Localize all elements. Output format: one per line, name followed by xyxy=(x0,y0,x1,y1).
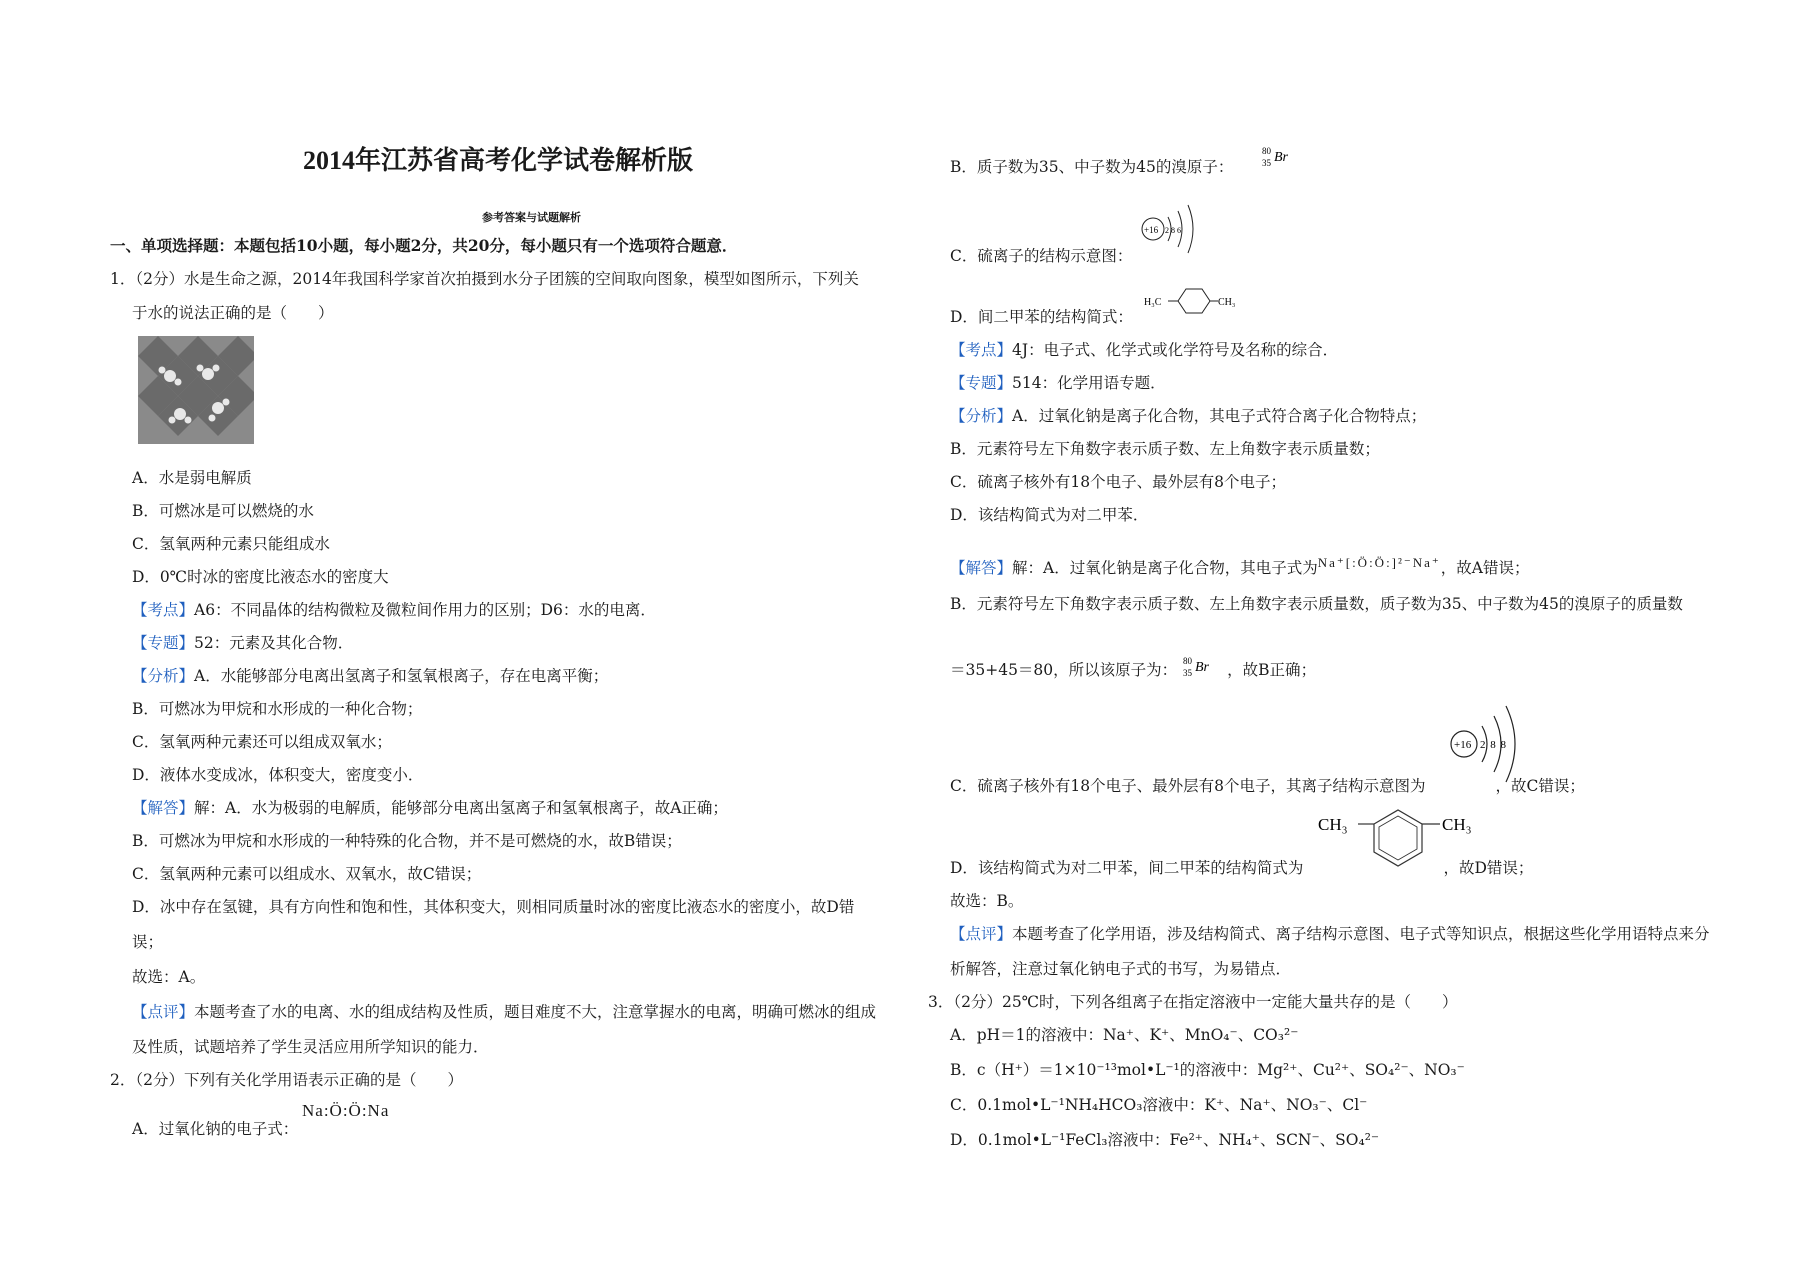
q1-jieda-line-4: 误； xyxy=(132,933,164,951)
q2-jieda-a-post: ，故A错误； xyxy=(1440,559,1530,577)
q1-stem-line1: 1．（2分）水是生命之源，2014年我国科学家首次拍摄到水分子团簇的空间取向图象，模型如图所示，下列关 xyxy=(110,270,859,288)
br-proton-number: 35 xyxy=(1262,158,1271,168)
q1-jieda-line-2: C．氢氧两种元素可以组成水、双氧水，故C错误； xyxy=(132,865,482,883)
fenxi-tag: 【分析】 xyxy=(950,407,1013,425)
q2-jieda-d-pre: D．该结构简式为对二甲苯，间二甲苯的结构简式为 xyxy=(950,859,1304,877)
q2-option-d: D．间二甲苯的结构简式： xyxy=(950,308,1133,326)
q2-zhuanti xyxy=(950,372,1166,394)
ch3-right-label: CH₃ xyxy=(1442,815,1472,834)
q2-jieda-d xyxy=(950,857,1533,879)
q2-stem: 2．（2分）下列有关化学用语表示正确的是（ ） xyxy=(110,1071,463,1089)
q1-fenxi-line-3: D．液体水变成冰，体积变大，密度变小． xyxy=(132,766,424,784)
jieda-tag: 【解答】 xyxy=(132,799,195,817)
q2-jieda-c-pre: C．硫离子核外有18个电子、最外层有8个电子，其离子结构示意图为 xyxy=(950,777,1426,795)
q1-fenxi-line-2: C．氢氧两种元素还可以组成双氧水； xyxy=(132,733,392,751)
q1-option-a: A．水是弱电解质 xyxy=(132,469,252,487)
q2-option-b: B．质子数为35、中子数为45的溴原子： xyxy=(950,158,1234,176)
kaodian-tag: 【考点】 xyxy=(950,341,1013,359)
ch3-label-small: CH₃ xyxy=(1218,297,1236,308)
q2-jieda-b2-post: ，故B正确； xyxy=(1227,661,1317,679)
q3-option-b: B．c（H⁺）＝1×10⁻¹³mol•L⁻¹的溶液中：Mg²⁺、Cu²⁺、SO₄²⁻、NO₃⁻ xyxy=(950,1061,1465,1079)
q2-kaodian xyxy=(950,339,1338,361)
p-xylene-structure-small xyxy=(1144,284,1244,320)
sulfide-ion-diagram-small xyxy=(1140,202,1214,258)
q2-fenxi-text-0: A．过氧化钠是离子化合物，其电子式符合离子化合物特点； xyxy=(1012,407,1427,425)
q1-fenxi-line-1: B．可燃冰为甲烷和水形成的一种化合物； xyxy=(132,700,423,718)
br-proton-number-answer: 35 xyxy=(1183,668,1193,678)
kaodian-tag: 【考点】 xyxy=(132,601,195,619)
q2-fenxi xyxy=(950,405,1426,427)
q1-jieda xyxy=(132,797,728,819)
q1-fenxi xyxy=(132,665,608,687)
sulfide-nucleus-answer: +16 xyxy=(1454,739,1472,751)
q2-jieda-a xyxy=(950,557,1530,580)
q1-dianping-line-1: 及性质，试题培养了学生灵活应用所学知识的能力． xyxy=(132,1038,489,1056)
fenxi-tag: 【分析】 xyxy=(132,667,195,685)
jieda-tag: 【解答】 xyxy=(950,559,1013,577)
q1-option-b: B．可燃冰是可以燃烧的水 xyxy=(132,502,314,520)
q3-option-d: D．0.1mol•L⁻¹FeCl₃溶液中：Fe²⁺、NH₄⁺、SCN⁻、SO₄²⁻ xyxy=(950,1131,1380,1149)
q2-kaodian-text: 4J：电子式、化学式或化学符号及名称的综合． xyxy=(1012,341,1339,359)
q1-option-c: C．氢氧两种元素只能组成水 xyxy=(132,535,330,553)
q2-dianping xyxy=(950,923,1710,945)
q1-fenxi-text-0: A．水能够部分电离出氢离子和氢氧根离子，存在电离平衡； xyxy=(194,667,609,685)
q1-dianping xyxy=(132,1001,876,1023)
q1-stem-line2: 于水的说法正确的是（ ） xyxy=(132,304,334,322)
section-heading: 一、单项选择题：本题包括10小题，每小题2分，共20分，每小题只有一个选项符合题意． xyxy=(110,236,738,255)
q2-dianping-text-0: 本题考查了化学用语，涉及结构简式、离子结构示意图、电子式等知识点，根据这些化学用语特点来分 xyxy=(1012,925,1710,943)
q2-jieda-b2 xyxy=(950,655,1316,681)
sulfide-shells-small: 2 8 6 xyxy=(1165,226,1181,235)
q2-jieda-c xyxy=(950,775,1585,797)
q2-fenxi-line-2: C．硫离子核外有18个电子、最外层有8个电子； xyxy=(950,473,1286,491)
dianping-tag: 【点评】 xyxy=(132,1003,195,1021)
q3-stem: 3．（2分）25℃时，下列各组离子在指定溶液中一定能大量共存的是（ ） xyxy=(928,993,1458,1011)
q1-jieda-text-0: 解：A．水为极弱的电解质，能够部分电离出氢离子和氢氧根离子，故A正确； xyxy=(194,799,728,817)
sulfide-shells-answer: 2 8 8 xyxy=(1480,739,1507,751)
q2-jieda-d-post: ，故D错误； xyxy=(1443,859,1534,877)
q2-option-c: C．硫离子的结构示意图： xyxy=(950,247,1133,265)
document-title: 2014年江苏省高考化学试卷解析版 xyxy=(303,146,694,175)
q2-jieda-b2-pre: ＝35+45＝80，所以该原子为： xyxy=(950,661,1178,679)
br-symbol: Br xyxy=(1274,150,1288,165)
na2o2-wrong-formula: Na:Ö:Ö:Na xyxy=(302,1101,390,1120)
q1-kaodian-text: A6：不同晶体的结构微粒及微粒间作用力的区别；D6：水的电离． xyxy=(194,601,656,619)
q2-fenxi-line-1: B．元素符号左下角数字表示质子数、左上角数字表示质量数； xyxy=(950,440,1380,458)
document-subtitle: 参考答案与试题解析 xyxy=(482,211,581,224)
br-mass-number: 80 xyxy=(1262,146,1271,156)
sulfide-nucleus-small: +16 xyxy=(1144,225,1159,235)
br-isotope-symbol xyxy=(1260,144,1304,170)
q1-zhuanti xyxy=(132,632,353,654)
q1-kaodian xyxy=(132,599,656,621)
br-isotope-symbol-answer xyxy=(1181,655,1223,679)
q2-dianping-line-1: 析解答，注意过氧化钠电子式的书写，为易错点． xyxy=(950,960,1292,978)
q2-zhuanti-text: 514：化学用语专题． xyxy=(1012,374,1166,392)
q3-option-a: A．pH＝1的溶液中：Na⁺、K⁺、MnO₄⁻、CO₃²⁻ xyxy=(950,1026,1299,1044)
q1-option-d: D．0℃时冰的密度比液态水的密度大 xyxy=(132,568,389,586)
na2o2-correct-formula: Na⁺[:Ö:Ö:]²⁻Na⁺ xyxy=(1317,555,1441,570)
zhuanti-tag: 【专题】 xyxy=(132,634,195,652)
q2-fenxi-line-3: D．该结构简式为对二甲苯． xyxy=(950,506,1149,524)
zhuanti-tag: 【专题】 xyxy=(950,374,1013,392)
br-mass-number-answer: 80 xyxy=(1183,656,1193,666)
q1-jieda-line-3: D．冰中存在氢键，具有方向性和饱和性，其体积变大，则相同质量时冰的密度比液态水的密度小，故D错 xyxy=(132,898,855,916)
q2-option-a: A．过氧化钠的电子式： xyxy=(132,1120,299,1138)
q2-jieda-c-post: ，故C错误； xyxy=(1495,777,1585,795)
q2-guxuan: 故选：B。 xyxy=(950,892,1024,910)
br-symbol-answer: Br xyxy=(1195,660,1210,675)
dianping-tag: 【点评】 xyxy=(950,925,1013,943)
q2-jieda-a-pre: 解：A．过氧化钠是离子化合物，其电子式为 xyxy=(1012,559,1318,577)
q1-dianping-text-0: 本题考查了水的电离、水的组成结构及性质，题目难度不大，注意掌握水的电离，明确可燃冰的组成 xyxy=(194,1003,877,1021)
q2-jieda-b1: B．元素符号左下角数字表示质子数、左上角数字表示质量数，质子数为35、中子数为45的溴原子的质量数 xyxy=(950,595,1683,613)
water-cluster-image xyxy=(138,336,254,444)
ch3-left-label: CH₃ xyxy=(1318,815,1348,834)
h3c-label: H₃C xyxy=(1144,297,1162,308)
q1-zhuanti-text: 52：元素及其化合物． xyxy=(194,634,354,652)
q1-jieda-line-1: B．可燃冰为甲烷和水形成的一种特殊的化合物，并不是可燃烧的水，故B错误； xyxy=(132,832,682,850)
q1-jieda-line-5: 故选：A。 xyxy=(132,968,206,986)
q3-option-c: C．0.1mol•L⁻¹NH₄HCO₃溶液中：K⁺、Na⁺、NO₃⁻、Cl⁻ xyxy=(950,1096,1368,1114)
